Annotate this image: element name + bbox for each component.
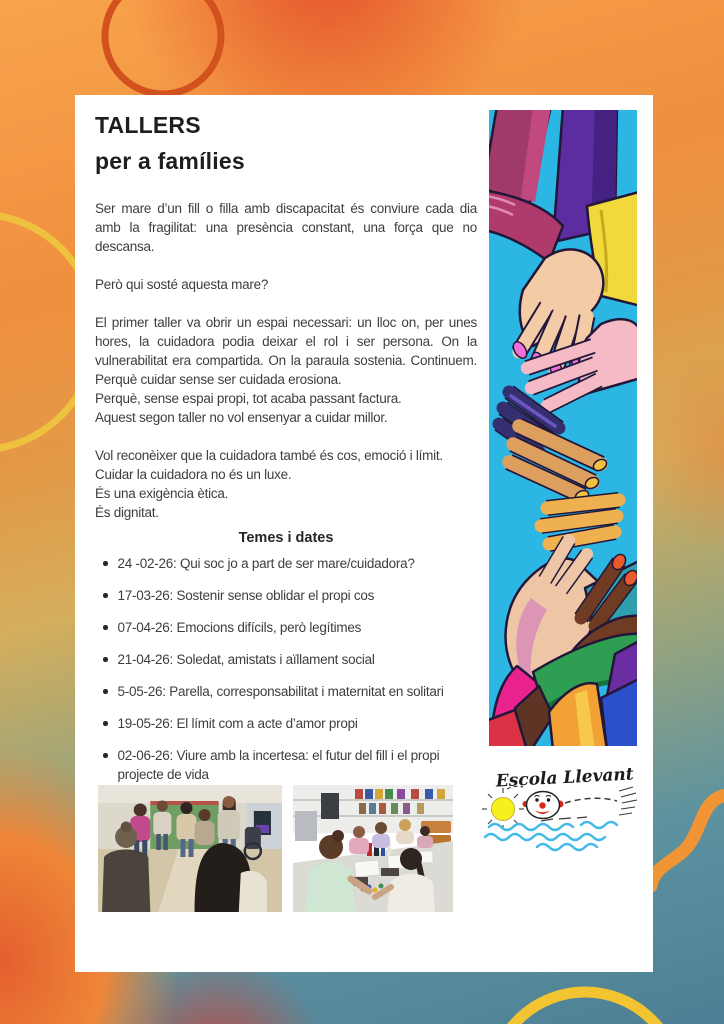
- schedule-item-text: 02-06-26: Viure amb la incertesa: el futur del fill i el propi projecte de vida: [117, 748, 440, 782]
- flyer-card: [75, 95, 653, 972]
- schedule-item-text: 17-03-26: Sostenir sense oblidar el propi cos: [117, 588, 375, 603]
- schedule-item-text: 07-04-26: Emocions difícils, però legítimes: [117, 620, 362, 635]
- bullet-icon: [103, 721, 108, 726]
- right-orange-curve: [651, 795, 724, 886]
- intro-question: Però qui sosté aquesta mare?: [95, 277, 269, 292]
- bullet-icon: [103, 657, 108, 662]
- paragraph-4-line3: És una exigència ètica.: [95, 486, 229, 501]
- title-line1: TALLERS: [95, 112, 201, 138]
- title-line2: per a famílies: [95, 148, 245, 174]
- workshop-group-circle-photo: [98, 785, 282, 912]
- schedule-item-text: 21-04-26: Soledat, amistats i aïllament social: [117, 652, 375, 667]
- bullet-icon: [103, 753, 108, 758]
- schedule-item-text: 19-05-26: El límit com a acte d’amor propi: [117, 716, 358, 731]
- bullet-icon: [103, 561, 108, 566]
- workshop-craft-tables-photo: [293, 785, 453, 912]
- schedule-heading: Temes i dates: [238, 530, 334, 546]
- bullet-icon: [103, 593, 108, 598]
- paragraph-3-line2: Perquè, sense espai propi, tot acaba passant factura.: [95, 391, 402, 406]
- intro-paragraph-3: [95, 313, 477, 427]
- paragraph-4-line1: Vol reconèixer que la cuidadora també és cos, emoció i límit.: [95, 448, 443, 463]
- paragraph-3-line3: Aquest segon taller no vol ensenyar a cuidar millor.: [95, 410, 388, 425]
- text-column: [95, 107, 477, 797]
- schedule-item: [103, 618, 477, 637]
- school-name: Escola Llevant: [495, 764, 635, 792]
- scribble-dashes: [507, 786, 637, 815]
- schedule-item: [103, 554, 477, 573]
- stacked-hands-illustration: [489, 110, 637, 746]
- bottom-yellow-arc: [491, 992, 679, 1024]
- schedule-item-text: 5-05-26: Parella, corresponsabilitat i maternitat en solitari: [117, 684, 444, 699]
- schedule-item: [103, 746, 477, 784]
- paragraph-4-line2: Cuidar la cuidadora no és un luxe.: [95, 467, 292, 482]
- schedule-item: [103, 714, 477, 733]
- schedule-item-text: 24 -02-26: Qui soc jo a part de ser mare/cuidadora?: [117, 556, 415, 571]
- top-circle-outline: [105, 0, 221, 94]
- intro-paragraph-1: Ser mare d’un fill o filla amb discapacitat és conviure cada dia amb la fragilitat: una presència constant, una força que no descansa.: [95, 201, 477, 254]
- school-logo: [481, 763, 645, 861]
- bullet-icon: [103, 689, 108, 694]
- smiling-face-icon: [523, 792, 564, 819]
- intro-paragraph-4: [95, 446, 477, 522]
- schedule-item: [103, 586, 477, 605]
- page-title: [95, 107, 477, 179]
- sea-waves-icon: [485, 822, 617, 850]
- schedule-item: [103, 682, 477, 701]
- paragraph-4-line4: És dignitat.: [95, 505, 159, 520]
- bullet-icon: [103, 625, 108, 630]
- schedule-item: [103, 650, 477, 669]
- paragraph-3-main: El primer taller va obrir un espai necessari: un lloc on, per unes hores, la cuidadora podia deixar el rol i ser persona. On la vulnerabilitat era compartida. On la paraula sostenia. Continuem. Perquè cuidar sense ser cuidada erosiona.: [95, 315, 477, 387]
- schedule-list: [95, 554, 477, 784]
